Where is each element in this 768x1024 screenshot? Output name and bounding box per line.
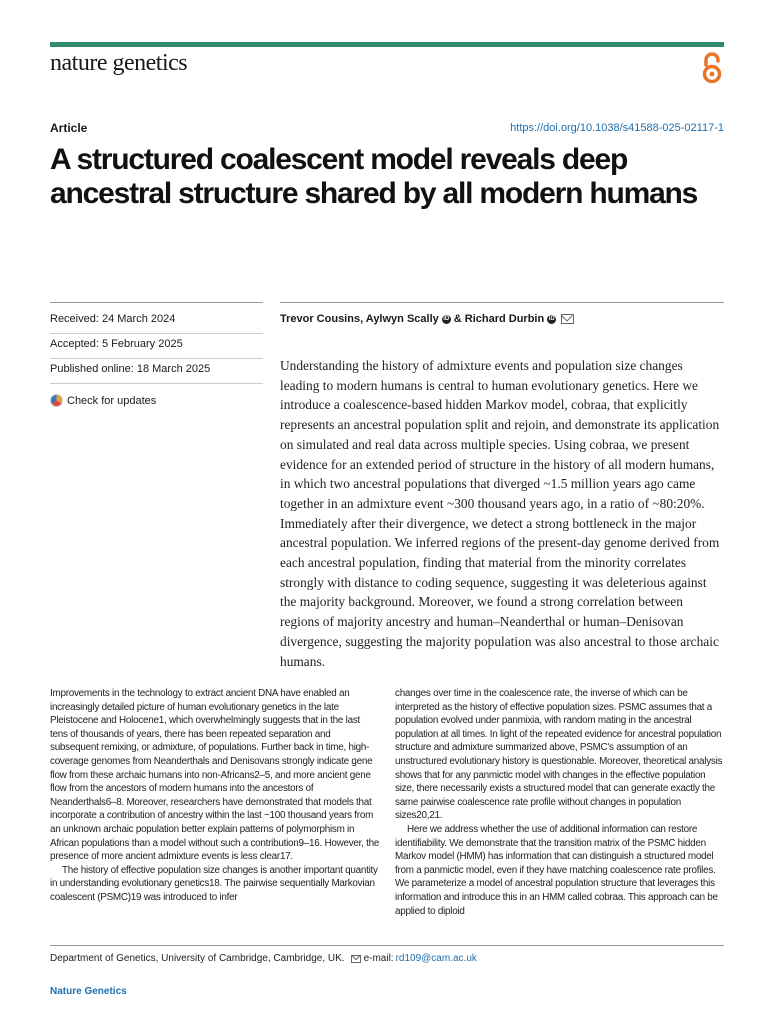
header-bar (50, 42, 724, 47)
divider (50, 333, 263, 334)
article-type: Article (50, 121, 88, 135)
article-dates (50, 313, 210, 413)
divider (50, 358, 263, 359)
check-updates-label: Check for updates (67, 394, 157, 407)
author-names[interactable]: Trevor Cousins, Aylwyn Scally (280, 313, 439, 325)
crossmark-icon (50, 394, 63, 407)
orcid-icon[interactable]: iD (443, 315, 450, 322)
email-label: e-mail: (363, 953, 394, 964)
body-column-2 (395, 687, 725, 918)
author-list (280, 313, 574, 325)
check-updates-button[interactable] (50, 388, 210, 413)
received-date: Received: 24 March 2024 (50, 313, 176, 325)
email-link[interactable]: rd109@cam.ac.uk (395, 953, 477, 964)
affiliation-text: Department of Genetics, University of Cambridge, Cambridge, UK. (50, 953, 345, 964)
paragraph: The history of effective population size changes is another important quantity in understanding evolutionary genetics18. The pairwise sequentially Markovian coalescent (PSMC)19 was introduced to infer (50, 864, 378, 903)
journal-name[interactable]: nature genetics (50, 50, 188, 76)
article-title: A structured coalescent model reveals deep ancestral structure shared by all modern humans (50, 143, 698, 210)
published-date: Published online: 18 March 2025 (50, 363, 211, 375)
email-icon[interactable] (561, 314, 574, 324)
paragraph: Improvements in the technology to extract ancient DNA have enabled an increasingly detailed picture of human evolutionary genetics in the late Pleistocene and Holocene1, which overwhelmingly suggests that in the last tens of thousands of years, there has been repeated separation and subsequent remixing, or admixture, of populations. Further back in time, high-coverage genomes from Neanderthals and Denisovans strongly indicate gene flow from these archaic humans into non-Africans2–5, and more ancient gene flow from the ancestors of modern humans into the ancestors of Neanderthals6–8. Moreover, researchers have demonstrated that models that incorporate a contribution of ancestry within the last ~100 thousand years from an unknown archaic population better explain patterns of polymorphism in African populations than a model without such a contribution9–16. However, the presence of more ancient admixture events is less clear17. (50, 688, 380, 863)
email-icon (351, 955, 361, 963)
affiliation (50, 953, 477, 964)
footer-journal-name[interactable]: Nature Genetics (50, 986, 127, 997)
orcid-icon[interactable]: iD (548, 315, 555, 322)
divider (280, 302, 724, 303)
paragraph: Here we address whether the use of additional information can restore identifiability. We demonstrate that the transition matrix of the PSMC hidden Markov model (HMM) has information that can distinguish a structured model from a panmictic model, even if they have matching coalescence rate profiles. We parameterize a model of ancestral population structure that leverages this information and introduce this in an HMM called cobraa. This approach can be applied to diploid (395, 823, 718, 917)
accepted-date: Accepted: 5 February 2025 (50, 338, 183, 350)
divider (50, 383, 263, 384)
body-column-1 (50, 687, 380, 905)
open-access-icon[interactable] (699, 52, 725, 84)
paragraph: changes over time in the coalescence rate, the inverse of which can be interpreted as the history of effective population sizes. PSMC assumes that a population evolved under panmixia, with random mating in the ancestral population at all times. In light of the repeated evidence for ancestral population structure and admixture summarized above, PSMC's assumption of an unstructured evolutionary history is questionable. Moreover, theoretical analysis shows that for any panmictic model with changes in the effective population size, there necessarily exists a structured model that can generate exactly the same pairwise coalescence rate profile without changes in population sizes20,21. (395, 688, 723, 822)
divider (50, 945, 724, 946)
author-names[interactable]: & Richard Durbin (453, 313, 545, 325)
doi-link[interactable]: https://doi.org/10.1038/s41588-025-02117-1 (510, 122, 724, 134)
abstract: Understanding the history of admixture events and population size changes leading to modern humans is central to human evolutionary genetics. Here we introduce a coalescence-based hidden Markov model, cobraa, that explicitly represents an ancestral population split and rejoin, and demonstrate its application on simulated and real data across multiple species. Using cobraa, we present evidence for an extended period of structure in the history of all modern humans, in which two ancestral populations that diverged ~1.5 million years ago came together in an admixture event ~300 thousand years ago, in a ratio of ~80:20%. Immediately after their divergence, we detect a strong bottleneck in the major ancestral population. We inferred regions of the present-day genome derived from each ancestral population, finding that material from the minority correlates strongly with distance to coding sequence, suggesting it was deleterious against the majority background. Moreover, we found a strong correlation between regions of majority ancestry and human–Neanderthal or human–Denisovan divergence, suggesting the majority population was also ancestral to those archaic humans. (280, 358, 720, 669)
divider (50, 302, 263, 303)
